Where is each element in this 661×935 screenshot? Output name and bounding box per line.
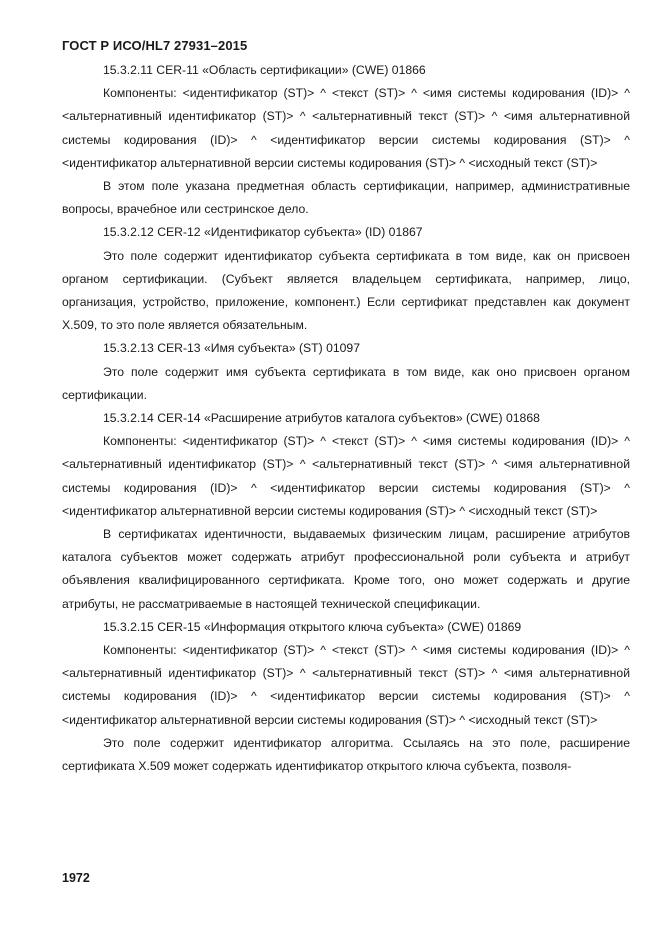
components-paragraph-cer-11: Компоненты: <идентификатор (ST)> ^ <текст (ST)> ^ <имя системы кодирования (ID)> ^ <альтернативный идентификатор (ST)> ^ <альтернативный текст (ST)> ^ <имя альтернативной системы кодирования (ID)> ^ <идентификатор версии системы кодирования (ST)> ^ <идентификатор альтернативной версии системы кодирования (ST)> ^ <исходный текст (ST)> bbox=[62, 86, 630, 170]
description-paragraph-cer-15: Это поле содержит идентификатор алгоритма. Ссылаясь на это поле, расширение сертификата X.509 может содержать идентификатор открытого ключа субъекта, позволя- bbox=[62, 735, 630, 774]
description-paragraph-cer-14: В сертификатах идентичности, выдаваемых физическим лицам, расширение атрибутов каталога субъектов может содержать атрибут профессиональной роли субъекта и атрибут объявления квалифицированного сертификата. Кроме того, оно может содержать и другие атрибуты, не рассматриваемые в настоящей технической спецификации. bbox=[62, 527, 630, 611]
document-header: ГОСТ Р ИСО/HL7 27931–2015 bbox=[62, 38, 248, 53]
description-paragraph-cer-13: Это поле содержит имя субъекта сертификата в том виде, как оно присвоен органом сертификации. bbox=[62, 364, 630, 402]
description-paragraph-cer-11: В этом поле указана предметная область сертификации, например, административные вопросы, врачебное или сестринское дело. bbox=[62, 179, 630, 217]
components-paragraph-cer-14: Компоненты: <идентификатор (ST)> ^ <текст (ST)> ^ <имя системы кодирования (ID)> ^ <альтернативный идентификатор (ST)> ^ <альтернативный текст (ST)> ^ <имя альтернативной системы кодирования (ID)> ^ <идентификатор версии системы кодирования (ST)> ^ <идентификатор альтернативной версии системы кодирования (ST)> ^ <исходный текст (ST)> bbox=[62, 434, 630, 518]
section-heading-cer-13: 15.3.2.13 CER-13 «Имя субъекта» (ST) 01097 bbox=[103, 341, 360, 356]
section-heading-cer-14: 15.3.2.14 CER-14 «Расширение атрибутов каталога субъектов» (CWE) 01868 bbox=[103, 411, 540, 426]
description-paragraph-cer-12: Это поле содержит идентификатор субъекта сертификата в том виде, как он присвоен органом сертификации. (Субъект является владельцем сертификата, например, лицо, организация, устройство, приложение, компонент.) Если сертификат представлен как документ X.509, то это поле является обязательным. bbox=[62, 248, 630, 333]
section-heading-cer-11: 15.3.2.11 CER-11 «Область сертификации» (CWE) 01866 bbox=[103, 63, 426, 77]
document-body bbox=[62, 59, 630, 778]
components-paragraph-cer-15: Компоненты: <идентификатор (ST)> ^ <текст (ST)> ^ <имя системы кодирования (ID)> ^ <альтернативный идентификатор (ST)> ^ <альтернативный текст (ST)> ^ <имя альтернативной системы кодирования (ID)> ^ <идентификатор версии системы кодирования (ST)> ^ <идентификатор альтернативной версии системы кодирования (ST)> ^ <исходный текст (ST)> bbox=[62, 643, 630, 727]
section-heading-cer-12: 15.3.2.12 CER-12 «Идентификатор субъекта» (ID) 01867 bbox=[103, 225, 423, 240]
section-heading-cer-15: 15.3.2.15 CER-15 «Информация открытого ключа субъекта» (CWE) 01869 bbox=[103, 619, 522, 634]
page-number: 1972 bbox=[62, 871, 90, 885]
